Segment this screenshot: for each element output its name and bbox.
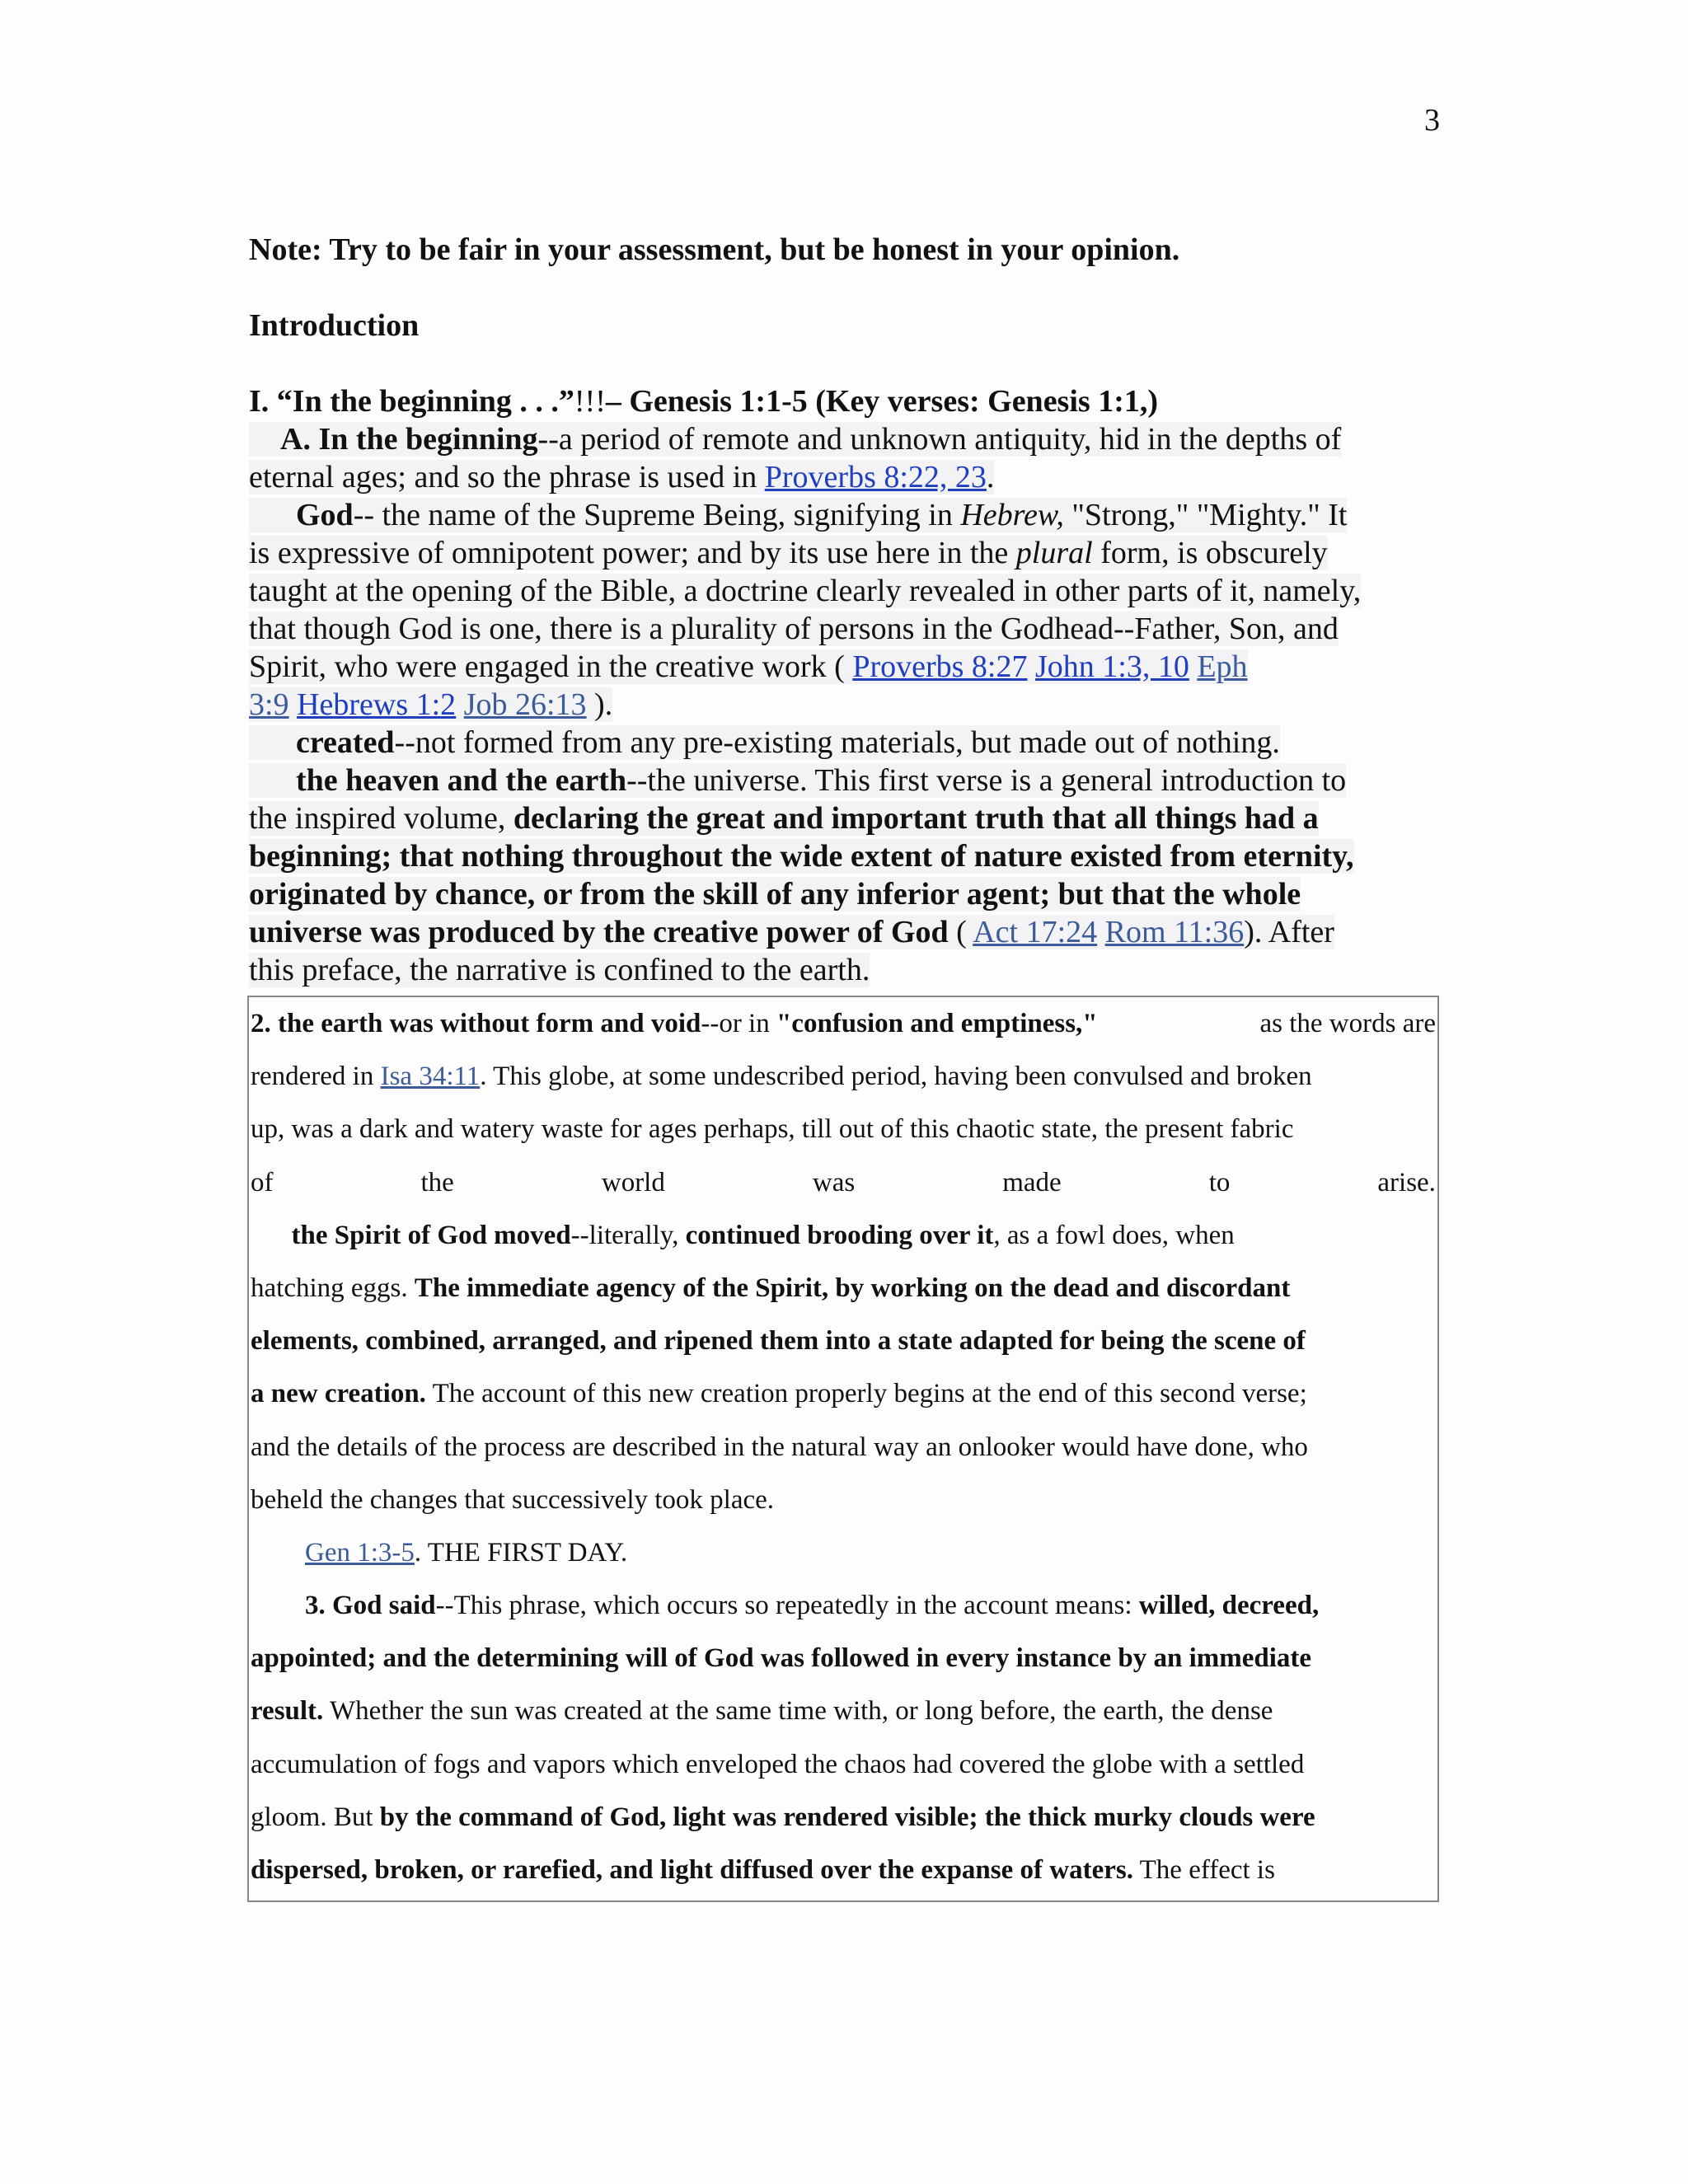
para-heaven-line-3 bbox=[249, 837, 1440, 875]
para-god-line-1 bbox=[249, 496, 1440, 534]
box-spirit-line-4 bbox=[249, 1367, 1437, 1420]
god-term: God bbox=[296, 498, 354, 532]
v2-quote: "confusion and emptiness," bbox=[776, 1009, 1098, 1038]
heaven-l2-bold: declaring the great and important truth that all things had a bbox=[513, 801, 1319, 836]
para-a-term: A. In the beginning bbox=[280, 422, 538, 457]
spirit-l2-bold: The immediate agency of the Spirit, by working on the dead and discordant bbox=[414, 1272, 1291, 1303]
v2-term: 2. the earth was without form and void bbox=[251, 1009, 701, 1038]
god-l2-a: is expressive of omnipotent power; and by its use here in the bbox=[249, 536, 1016, 570]
heaven-l5-bold: universe was produced by the creative power of God bbox=[249, 915, 949, 949]
god-l4: that though God is one, there is a plurality of persons in the Godhead--Father, Son, and bbox=[249, 612, 1339, 646]
v3-l5-a: gloom. But bbox=[251, 1802, 380, 1832]
heaven-l4: originated by chance, or from the skill of any inferior agent; but that the whole bbox=[249, 877, 1301, 912]
proverbs-8-22-link[interactable]: Proverbs 8:22, 23 bbox=[764, 460, 987, 494]
eph-link-part1[interactable]: Eph bbox=[1197, 649, 1248, 684]
para-created bbox=[249, 724, 1440, 762]
box-v3-line-6 bbox=[249, 1844, 1437, 1896]
box-spirit-line-1 bbox=[249, 1209, 1437, 1262]
heaven-l5-end: ). After bbox=[1244, 915, 1334, 949]
gen-1-3-5-link[interactable]: Gen 1:3-5 bbox=[305, 1537, 415, 1568]
para-a-line-2 bbox=[249, 458, 1440, 496]
god-text-b: "Strong," "Mighty." It bbox=[1063, 498, 1348, 532]
spirit-term: the Spirit of God moved bbox=[291, 1220, 571, 1250]
box-v3-line-4: accumulation of fogs and vapors which enveloped the chaos had covered the globe with a settled bbox=[251, 1749, 1305, 1779]
heaven-term: the heaven and the earth bbox=[296, 763, 627, 798]
god-text-a: -- the name of the Supreme Being, signifying in bbox=[353, 498, 961, 532]
god-l6-end: ). bbox=[586, 687, 613, 722]
title-rest: – Genesis 1:1-5 (Key verses: Genesis 1:1,) bbox=[605, 384, 1158, 419]
para-god-line-2 bbox=[249, 534, 1440, 572]
hebrews-1-2-link[interactable]: Hebrews 1:2 bbox=[297, 687, 457, 722]
heaven-l5-a: ( bbox=[948, 915, 973, 949]
para-a-end: . bbox=[986, 460, 995, 494]
spirit-text1: --literally, bbox=[570, 1220, 686, 1250]
created-term: created bbox=[296, 725, 395, 760]
box-v3-line-2: appointed; and the determining will of God was followed in every instance by an immediate bbox=[251, 1643, 1312, 1674]
v3-term: 3. God said bbox=[305, 1591, 436, 1621]
box-spirit-line-5: and the details of the process are described in the natural way an onlooker would have done, who bbox=[251, 1432, 1308, 1462]
justified-word: of bbox=[251, 1167, 274, 1197]
god-hebrew: Hebrew, bbox=[960, 498, 1064, 532]
proverbs-8-27-link[interactable]: Proverbs 8:27 bbox=[852, 649, 1028, 684]
para-heaven-line-2 bbox=[249, 799, 1440, 837]
para-a-line-1 bbox=[249, 420, 1440, 458]
v2-text2: as the words are bbox=[1253, 1009, 1436, 1038]
v2-l2-a: rendered in bbox=[251, 1062, 381, 1092]
v2-text1: --or in bbox=[701, 1009, 776, 1038]
page-number: 3 bbox=[1424, 103, 1440, 138]
v3-result: result. bbox=[251, 1696, 324, 1727]
box-v2-line-4 bbox=[249, 1156, 1437, 1209]
john-1-3-link[interactable]: John 1:3, 10 bbox=[1034, 649, 1189, 684]
god-plural: plural bbox=[1015, 536, 1093, 570]
justified-word: was bbox=[812, 1167, 856, 1197]
created-text: --not formed from any pre-existing materials, but made out of nothing. bbox=[394, 725, 1280, 760]
justified-word: made bbox=[1002, 1167, 1062, 1197]
box-spirit-line-2 bbox=[249, 1262, 1437, 1315]
god-l3: taught at the opening of the Bible, a doctrine clearly revealed in other parts of it, namely, bbox=[249, 574, 1362, 608]
spirit-text2: , as a fowl does, when bbox=[993, 1220, 1235, 1250]
para-god-line-5 bbox=[249, 648, 1440, 686]
box-v2-line-2 bbox=[249, 1050, 1437, 1103]
v3-text1: --This phrase, which occurs so repeatedly in the account means: bbox=[435, 1591, 1139, 1621]
commentary-box bbox=[247, 996, 1439, 1902]
god-l5-a: Spirit, who were engaged in the creative work ( bbox=[249, 649, 853, 684]
act-17-24-link[interactable]: Act 17:24 bbox=[973, 915, 1098, 949]
heaven-l1-text: --the universe. This first verse is a general introduction to bbox=[626, 763, 1347, 798]
spirit-l4-text: The account of this new creation properly begins at the end of this second verse; bbox=[425, 1379, 1307, 1409]
v3-l6-bold: dispersed, broken, or rarefied, and light diffused over the expanse of waters. bbox=[251, 1855, 1133, 1885]
justified-word: to bbox=[1208, 1167, 1231, 1197]
spirit-l2-a: hatching eggs. bbox=[251, 1272, 415, 1303]
heaven-l3: beginning; that nothing throughout the wide extent of nature existed from eternity, bbox=[249, 839, 1354, 874]
first-day-text: . THE FIRST DAY. bbox=[414, 1537, 628, 1568]
v2-l2-b: . This globe, at some undescribed period, having been convulsed and broken bbox=[480, 1062, 1312, 1092]
para-god-line-4 bbox=[249, 610, 1440, 648]
isa-34-11-link[interactable]: Isa 34:11 bbox=[380, 1062, 481, 1092]
eph-link-part2[interactable]: 3:9 bbox=[249, 687, 289, 722]
v3-l6-text: The effect is bbox=[1132, 1855, 1275, 1885]
v3-l3-text: Whether the sun was created at the same time with, or long before, the earth, the dense bbox=[323, 1696, 1273, 1727]
para-heaven-line-1 bbox=[249, 762, 1440, 799]
justified-word: the bbox=[420, 1167, 454, 1197]
para-heaven-line-6 bbox=[249, 951, 1440, 989]
document-body bbox=[249, 231, 1440, 989]
spirit-bold2: continued brooding over it bbox=[685, 1220, 994, 1250]
box-v3-line-1 bbox=[249, 1579, 1437, 1632]
para-heaven-line-5 bbox=[249, 913, 1440, 951]
para-heaven-line-4 bbox=[249, 875, 1440, 913]
box-v3-line-5 bbox=[249, 1791, 1437, 1844]
para-god-line-6 bbox=[249, 686, 1440, 724]
section-heading: Introduction bbox=[249, 308, 420, 343]
box-v3-line-3 bbox=[249, 1685, 1437, 1737]
para-a-text: --a period of remote and unknown antiquity, hid in the depths of bbox=[537, 422, 1342, 457]
job-26-13-link[interactable]: Job 26:13 bbox=[463, 687, 587, 722]
note-line: Note: Try to be fair in your assessment, but be honest in your opinion. bbox=[249, 232, 1180, 267]
god-l2-b: form, is obscurely bbox=[1092, 536, 1328, 570]
para-god-line-3 bbox=[249, 572, 1440, 610]
v3-l5-bold: by the command of God, light was rendered visible; the thick murky clouds were bbox=[379, 1802, 1315, 1832]
para-a-text-2: eternal ages; and so the phrase is used in bbox=[249, 460, 765, 494]
heaven-l2-text: the inspired volume, bbox=[249, 801, 513, 836]
title-prefix: I. “In the beginning . . .” bbox=[249, 384, 574, 419]
box-v2-line-3: up, was a dark and watery waste for ages perhaps, till out of this chaotic state, the present fabric bbox=[251, 1114, 1294, 1145]
v3-bold2: willed, decreed, bbox=[1138, 1591, 1320, 1621]
box-first-day bbox=[249, 1526, 1437, 1579]
box-v2-line-1 bbox=[249, 997, 1437, 1050]
box-spirit-line-3: elements, combined, arranged, and ripened them into a state adapted for being the scene of bbox=[251, 1326, 1306, 1357]
box-spirit-line-6: beheld the changes that successively took place. bbox=[251, 1484, 775, 1515]
spirit-l4-bold: a new creation. bbox=[251, 1379, 426, 1409]
section-title bbox=[249, 382, 1440, 420]
title-exclamation: !!! bbox=[574, 384, 606, 419]
justified-word: world bbox=[601, 1167, 665, 1197]
justified-word: arise. bbox=[1377, 1167, 1436, 1197]
heaven-l6: this preface, the narrative is confined to the earth. bbox=[249, 953, 870, 987]
rom-11-36-link[interactable]: Rom 11:36 bbox=[1104, 915, 1245, 949]
